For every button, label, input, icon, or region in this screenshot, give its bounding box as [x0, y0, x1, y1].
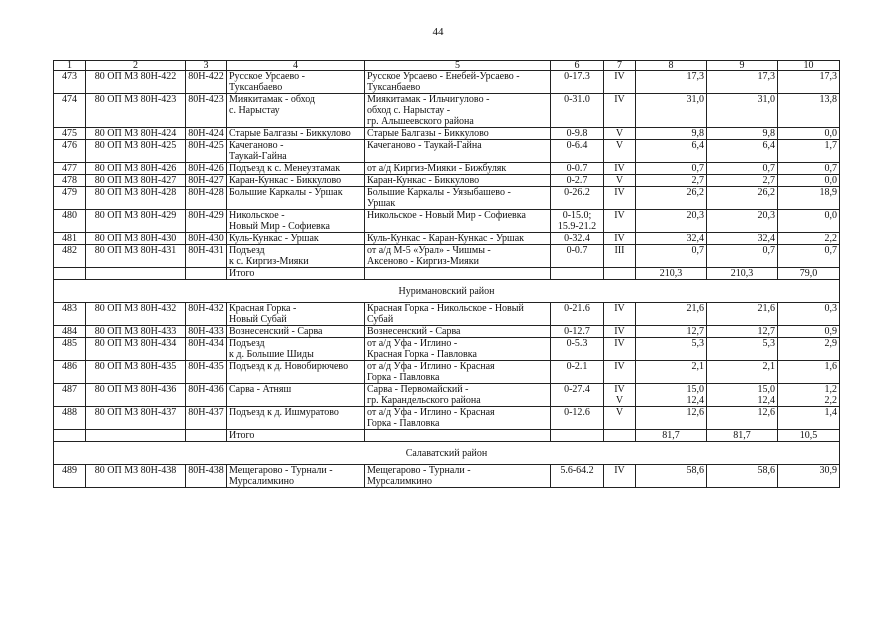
route-cell: Сарва - Первомайский - гр. Карандельского района — [365, 384, 551, 407]
road-code-cell: 80Н-423 — [186, 94, 227, 128]
road-code-cell: 80Н-438 — [186, 465, 227, 488]
category-cell: IV — [604, 465, 636, 488]
length-cell: 12,7 — [707, 326, 778, 338]
road-code-cell: 80Н-422 — [186, 71, 227, 94]
region-name-cell: Нуримановский район — [54, 280, 840, 303]
category-cell: IV V — [604, 384, 636, 407]
column-header: 1 — [54, 61, 86, 71]
route-cell: от а/д Киргиз-Мияки - Бижбуляк — [365, 163, 551, 175]
total-value-cell: 79,0 — [778, 268, 840, 280]
row-number-cell: 480 — [54, 210, 86, 233]
road-code-cell: 80Н-433 — [186, 326, 227, 338]
length-cell: 12,6 — [707, 407, 778, 430]
road-name-cell: Подъезд к д. Ишмуратово — [227, 407, 365, 430]
km-range-cell: 0-0.7 — [551, 163, 604, 175]
length-surface-cell: 18,9 — [778, 187, 840, 210]
empty-cell — [604, 268, 636, 280]
category-cell: IV — [604, 303, 636, 326]
length-total-cell: 5,3 — [636, 338, 707, 361]
km-range-cell: 0-15.0; 15.9-21.2 — [551, 210, 604, 233]
row-number-cell: 475 — [54, 128, 86, 140]
row-number-cell: 479 — [54, 187, 86, 210]
km-range-cell: 0-27.4 — [551, 384, 604, 407]
road-id-cell: 80 ОП МЗ 80Н-427 — [86, 175, 186, 187]
road-code-cell: 80Н-437 — [186, 407, 227, 430]
category-cell: IV — [604, 163, 636, 175]
category-cell: IV — [604, 94, 636, 128]
road-id-cell: 80 ОП МЗ 80Н-436 — [86, 384, 186, 407]
length-cell: 15,0 12,4 — [707, 384, 778, 407]
route-cell: от а/д Уфа - Иглино - Красная Горка - Павловка — [365, 338, 551, 361]
road-id-cell: 80 ОП МЗ 80Н-438 — [86, 465, 186, 488]
length-cell: 32,4 — [707, 233, 778, 245]
length-total-cell: 2,1 — [636, 361, 707, 384]
road-code-cell: 80Н-426 — [186, 163, 227, 175]
total-value-cell: 81,7 — [707, 430, 778, 442]
road-name-cell: Сарва - Атняш — [227, 384, 365, 407]
category-cell: V — [604, 175, 636, 187]
total-label-cell: Итого — [227, 268, 365, 280]
table-row — [54, 94, 840, 128]
row-number-cell: 476 — [54, 140, 86, 163]
road-id-cell: 80 ОП МЗ 80Н-429 — [86, 210, 186, 233]
table-row — [54, 175, 840, 187]
table-row — [54, 465, 840, 488]
empty-cell — [551, 268, 604, 280]
km-range-cell: 0-12.7 — [551, 326, 604, 338]
length-total-cell: 9,8 — [636, 128, 707, 140]
empty-cell — [186, 268, 227, 280]
road-code-cell: 80Н-429 — [186, 210, 227, 233]
road-name-cell: Каран-Кункас - Биккулово — [227, 175, 365, 187]
km-range-cell: 0-2.1 — [551, 361, 604, 384]
row-number-cell: 473 — [54, 71, 86, 94]
road-name-cell: Никольское - Новый Мир - Софиевка — [227, 210, 365, 233]
length-surface-cell: 30,9 — [778, 465, 840, 488]
road-name-cell: Русское Урсаево - Туксанбаево — [227, 71, 365, 94]
length-total-cell: 31,0 — [636, 94, 707, 128]
length-surface-cell: 2,9 — [778, 338, 840, 361]
road-name-cell: Миякитамак - обход с. Нарыстау — [227, 94, 365, 128]
row-number-cell: 486 — [54, 361, 86, 384]
route-cell: от а/д Уфа - Иглино - Красная Горка - Павловка — [365, 407, 551, 430]
length-surface-cell: 1,7 — [778, 140, 840, 163]
road-code-cell: 80Н-430 — [186, 233, 227, 245]
road-code-cell: 80Н-436 — [186, 384, 227, 407]
length-total-cell: 21,6 — [636, 303, 707, 326]
total-label-cell: Итого — [227, 430, 365, 442]
length-surface-cell: 0,7 — [778, 163, 840, 175]
km-range-cell: 0-9.8 — [551, 128, 604, 140]
column-header: 7 — [604, 61, 636, 71]
length-surface-cell: 0,0 — [778, 210, 840, 233]
road-id-cell: 80 ОП МЗ 80Н-432 — [86, 303, 186, 326]
category-cell: V — [604, 140, 636, 163]
length-cell: 0,7 — [707, 245, 778, 268]
column-header: 3 — [186, 61, 227, 71]
km-range-cell: 0-2.7 — [551, 175, 604, 187]
length-surface-cell: 0,0 — [778, 175, 840, 187]
length-total-cell: 0,7 — [636, 245, 707, 268]
length-total-cell: 6,4 — [636, 140, 707, 163]
length-cell: 6,4 — [707, 140, 778, 163]
route-cell: Каран-Кункас - Биккулово — [365, 175, 551, 187]
km-range-cell: 0-32.4 — [551, 233, 604, 245]
road-name-cell: Куль-Кункас - Уршак — [227, 233, 365, 245]
length-cell: 0,7 — [707, 163, 778, 175]
road-code-cell: 80Н-435 — [186, 361, 227, 384]
road-name-cell: Вознесенский - Сарва — [227, 326, 365, 338]
km-range-cell: 0-31.0 — [551, 94, 604, 128]
row-number-cell: 474 — [54, 94, 86, 128]
category-cell: V — [604, 128, 636, 140]
route-cell: от а/д М-5 «Урал» - Чишмы - Аксеново - Киргиз-Мияки — [365, 245, 551, 268]
length-total-cell: 58,6 — [636, 465, 707, 488]
row-number-cell: 488 — [54, 407, 86, 430]
total-value-cell: 81,7 — [636, 430, 707, 442]
road-name-cell: Мещегарово - Турнали - Мурсалимкино — [227, 465, 365, 488]
length-total-cell: 20,3 — [636, 210, 707, 233]
road-name-cell: Подъезд к с. Киргиз-Мияки — [227, 245, 365, 268]
route-cell: от а/д Уфа - Иглино - Красная Горка - Павловка — [365, 361, 551, 384]
column-header: 5 — [365, 61, 551, 71]
road-id-cell: 80 ОП МЗ 80Н-423 — [86, 94, 186, 128]
table-row — [54, 128, 840, 140]
total-row — [54, 268, 840, 280]
length-surface-cell: 1,6 — [778, 361, 840, 384]
table-row — [54, 163, 840, 175]
length-surface-cell: 2,2 — [778, 233, 840, 245]
length-cell: 31,0 — [707, 94, 778, 128]
table-row — [54, 233, 840, 245]
km-range-cell: 0-6.4 — [551, 140, 604, 163]
road-code-cell: 80Н-434 — [186, 338, 227, 361]
road-name-cell: Большие Каркалы - Уршак — [227, 187, 365, 210]
length-cell: 2,7 — [707, 175, 778, 187]
page-number: 44 — [432, 26, 444, 38]
length-surface-cell: 1,2 2,2 — [778, 384, 840, 407]
length-total-cell: 12,6 — [636, 407, 707, 430]
road-id-cell: 80 ОП МЗ 80Н-430 — [86, 233, 186, 245]
length-surface-cell: 0,7 — [778, 245, 840, 268]
category-cell: III — [604, 245, 636, 268]
column-header: 6 — [551, 61, 604, 71]
table-row — [54, 71, 840, 94]
km-range-cell: 0-12.6 — [551, 407, 604, 430]
category-cell: IV — [604, 210, 636, 233]
row-number-cell: 489 — [54, 465, 86, 488]
category-cell: IV — [604, 326, 636, 338]
length-total-cell: 15,0 12,4 — [636, 384, 707, 407]
row-number-cell: 478 — [54, 175, 86, 187]
road-code-cell: 80Н-425 — [186, 140, 227, 163]
total-value-cell: 10,5 — [778, 430, 840, 442]
route-cell: Старые Балгазы - Биккулово — [365, 128, 551, 140]
row-number-cell: 485 — [54, 338, 86, 361]
header-row — [54, 61, 840, 71]
road-id-cell: 80 ОП МЗ 80Н-435 — [86, 361, 186, 384]
row-number-cell: 487 — [54, 384, 86, 407]
table-row — [54, 407, 840, 430]
table-row — [54, 384, 840, 407]
length-total-cell: 12,7 — [636, 326, 707, 338]
table-row — [54, 303, 840, 326]
road-code-cell: 80Н-427 — [186, 175, 227, 187]
column-header: 10 — [778, 61, 840, 71]
region-header-row — [54, 280, 840, 303]
table-row — [54, 245, 840, 268]
length-cell: 2,1 — [707, 361, 778, 384]
road-id-cell: 80 ОП МЗ 80Н-431 — [86, 245, 186, 268]
route-cell: Вознесенский - Сарва — [365, 326, 551, 338]
road-id-cell: 80 ОП МЗ 80Н-437 — [86, 407, 186, 430]
empty-cell — [54, 430, 86, 442]
km-range-cell: 0-0.7 — [551, 245, 604, 268]
column-header: 8 — [636, 61, 707, 71]
column-header: 4 — [227, 61, 365, 71]
roads-table — [53, 60, 840, 488]
length-cell: 17,3 — [707, 71, 778, 94]
road-id-cell: 80 ОП МЗ 80Н-424 — [86, 128, 186, 140]
column-header: 2 — [86, 61, 186, 71]
road-id-cell: 80 ОП МЗ 80Н-422 — [86, 71, 186, 94]
category-cell: V — [604, 407, 636, 430]
road-name-cell: Подъезд к д. Большие Шиды — [227, 338, 365, 361]
length-total-cell: 2,7 — [636, 175, 707, 187]
length-cell: 21,6 — [707, 303, 778, 326]
empty-cell — [86, 268, 186, 280]
category-cell: IV — [604, 361, 636, 384]
category-cell: IV — [604, 187, 636, 210]
route-cell: Качеганово - Таукай-Гайна — [365, 140, 551, 163]
road-code-cell: 80Н-432 — [186, 303, 227, 326]
empty-cell — [604, 430, 636, 442]
road-id-cell: 80 ОП МЗ 80Н-434 — [86, 338, 186, 361]
route-cell: Большие Каркалы - Уязыбашево - Уршак — [365, 187, 551, 210]
route-cell: Миякитамак - Ильчигулово - обход с. Нарыстау - гр. Альшеевского района — [365, 94, 551, 128]
row-number-cell: 483 — [54, 303, 86, 326]
row-number-cell: 481 — [54, 233, 86, 245]
total-value-cell: 210,3 — [707, 268, 778, 280]
length-total-cell: 17,3 — [636, 71, 707, 94]
total-row — [54, 430, 840, 442]
category-cell: IV — [604, 71, 636, 94]
route-cell: Мещегарово - Турнали - Мурсалимкино — [365, 465, 551, 488]
route-cell: Никольское - Новый Мир - Софиевка — [365, 210, 551, 233]
length-total-cell: 26,2 — [636, 187, 707, 210]
empty-cell — [365, 268, 551, 280]
road-code-cell: 80Н-431 — [186, 245, 227, 268]
length-total-cell: 0,7 — [636, 163, 707, 175]
total-value-cell: 210,3 — [636, 268, 707, 280]
length-surface-cell: 0,0 — [778, 128, 840, 140]
row-number-cell: 482 — [54, 245, 86, 268]
road-name-cell: Старые Балгазы - Биккулово — [227, 128, 365, 140]
table-row — [54, 140, 840, 163]
road-name-cell: Качеганово - Таукай-Гайна — [227, 140, 365, 163]
route-cell: Русское Урсаево - Енебей-Урсаево - Туксанбаево — [365, 71, 551, 94]
region-name-cell: Салаватский район — [54, 442, 840, 465]
road-name-cell: Подъезд к с. Менеузтамак — [227, 163, 365, 175]
length-surface-cell: 0,3 — [778, 303, 840, 326]
length-surface-cell: 17,3 — [778, 71, 840, 94]
row-number-cell: 477 — [54, 163, 86, 175]
length-cell: 26,2 — [707, 187, 778, 210]
road-code-cell: 80Н-428 — [186, 187, 227, 210]
road-name-cell: Красная Горка - Новый Субай — [227, 303, 365, 326]
table-row — [54, 210, 840, 233]
road-id-cell: 80 ОП МЗ 80Н-428 — [86, 187, 186, 210]
length-total-cell: 32,4 — [636, 233, 707, 245]
road-name-cell: Подъезд к д. Новобирючево — [227, 361, 365, 384]
route-cell: Куль-Кункас - Каран-Кункас - Уршак — [365, 233, 551, 245]
km-range-cell: 0-26.2 — [551, 187, 604, 210]
km-range-cell: 5.6-64.2 — [551, 465, 604, 488]
km-range-cell: 0-17.3 — [551, 71, 604, 94]
row-number-cell: 484 — [54, 326, 86, 338]
category-cell: IV — [604, 338, 636, 361]
empty-cell — [54, 268, 86, 280]
length-surface-cell: 13,8 — [778, 94, 840, 128]
road-id-cell: 80 ОП МЗ 80Н-433 — [86, 326, 186, 338]
km-range-cell: 0-21.6 — [551, 303, 604, 326]
road-id-cell: 80 ОП МЗ 80Н-426 — [86, 163, 186, 175]
length-cell: 5,3 — [707, 338, 778, 361]
region-header-row — [54, 442, 840, 465]
table-row — [54, 338, 840, 361]
length-cell: 58,6 — [707, 465, 778, 488]
empty-cell — [86, 430, 186, 442]
length-surface-cell: 0,9 — [778, 326, 840, 338]
table-row — [54, 326, 840, 338]
road-code-cell: 80Н-424 — [186, 128, 227, 140]
empty-cell — [186, 430, 227, 442]
route-cell: Красная Горка - Никольское - Новый Субай — [365, 303, 551, 326]
length-cell: 20,3 — [707, 210, 778, 233]
category-cell: IV — [604, 233, 636, 245]
empty-cell — [365, 430, 551, 442]
length-surface-cell: 1,4 — [778, 407, 840, 430]
column-header: 9 — [707, 61, 778, 71]
length-cell: 9,8 — [707, 128, 778, 140]
table-row — [54, 187, 840, 210]
empty-cell — [551, 430, 604, 442]
km-range-cell: 0-5.3 — [551, 338, 604, 361]
road-id-cell: 80 ОП МЗ 80Н-425 — [86, 140, 186, 163]
table-row — [54, 361, 840, 384]
